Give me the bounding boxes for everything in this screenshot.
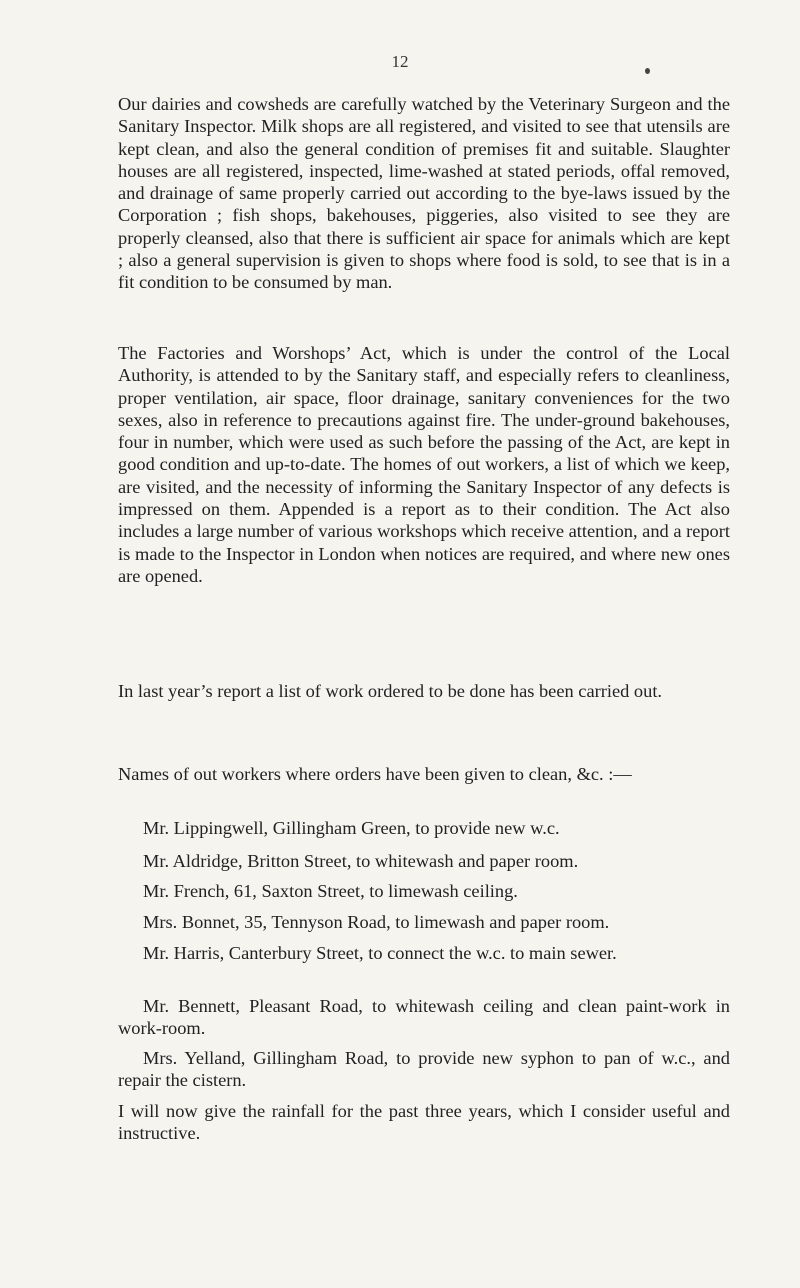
order-item-yelland: Mrs. Yelland, Gillingham Road, to provide new syphon to pan of w.c., and repair the cistern. <box>118 1048 730 1091</box>
order-item-bennett: Mr. Bennett, Pleasant Road, to whitewash ceiling and clean paint-work in work-room. <box>118 996 730 1039</box>
paragraph-names-intro: Names of out workers where orders have been given to clean, &c. :— <box>118 764 632 784</box>
paragraph-last-year: In last year’s report a list of work ordered to be done has been carried out. <box>118 681 663 701</box>
order-item-bonnet: Mrs. Bonnet, 35, Tennyson Road, to limewash and paper room. <box>143 912 610 932</box>
paragraph-dairies: Our dairies and cowsheds are carefully watched by the Veterinary Surgeon and the Sanitary Inspector. Milk shops are all registered, and visited to see that utensils are kept clean, and also the general condition of premises fit and suitable. Slaughter houses are all registered, inspected, lime-washed at stated periods, offal removed, and drainage of same properly carried out according to the bye-laws issued by the Corporation ; fish shops, bakehouses, piggeries, also visited to see they are properly cleansed, also that there is sufficient air space for animals which are kept ; also a general supervision is given to shops where food is sold, to see that is in a fit condition to be consumed by man. <box>118 94 730 293</box>
order-item-aldridge: Mr. Aldridge, Britton Street, to whitewash and paper room. <box>143 851 579 871</box>
paragraph-factories-act: The Factories and Worshops’ Act, which is under the control of the Local Authority, is attended to by the Sanitary staff, and especially refers to cleanliness, proper ventilation, air space, floor drainage, sanitary conveniences for the two sexes, also in reference to precautions against fire. The under-ground bakehouses, four in number, which were used as such before the passing of the Act, are kept in good condition and up-to-date. The homes of out workers, a list of which we keep, are visited, and the necessity of informing the Sanitary Inspector of any defects is impressed on them. Appended is a report as to their condition. The Act also includes a large number of various workshops which receive attention, and a report is made to the Inspector in London when notices are required, and where new ones are opened. <box>118 343 730 586</box>
order-item-french: Mr. French, 61, Saxton Street, to limewash ceiling. <box>143 881 518 901</box>
paragraph-rainfall-intro: I will now give the rainfall for the past three years, which I consider useful and instructive. <box>118 1101 730 1144</box>
order-item-lippingwell: Mr. Lippingwell, Gillingham Green, to provide new w.c. <box>143 818 560 838</box>
page-number: 12 <box>391 52 409 71</box>
ink-speck <box>645 68 650 74</box>
order-item-harris: Mr. Harris, Canterbury Street, to connect the w.c. to main sewer. <box>143 943 617 963</box>
